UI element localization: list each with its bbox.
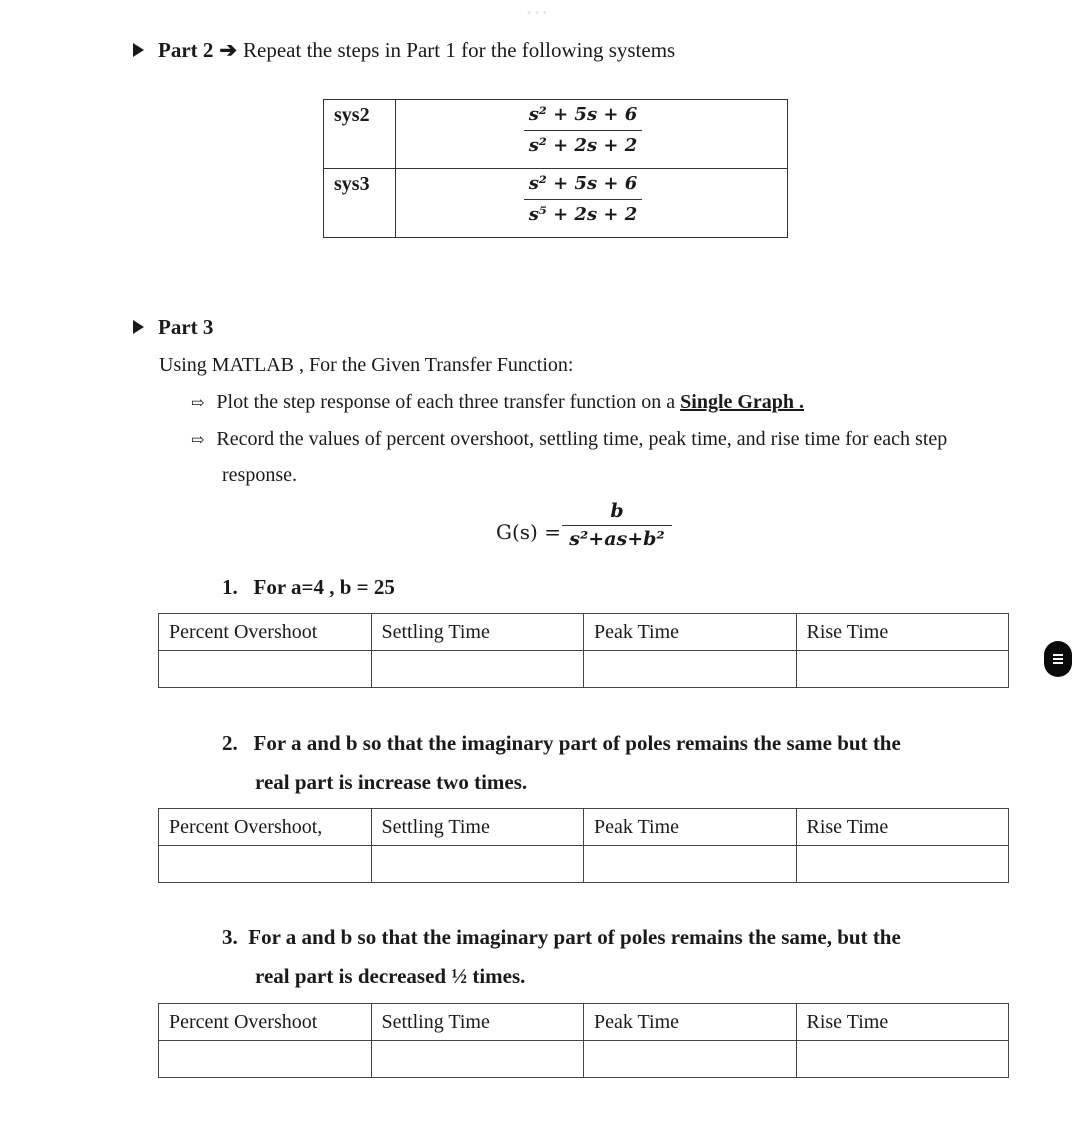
tf-denominator: s²+as+b² — [569, 528, 665, 550]
part2-text: Repeat the steps in Part 1 for the following systems — [243, 38, 676, 62]
table-row — [159, 651, 1009, 688]
sys2-transfer-function — [396, 100, 788, 169]
menu-icon-bar — [1053, 658, 1063, 660]
sys3-transfer-function — [396, 169, 788, 238]
cell-rise-time[interactable] — [796, 651, 1009, 688]
bullet-triangle-icon — [133, 320, 144, 334]
part2-heading — [133, 38, 675, 63]
q2-text-line2: real part is increase two times. — [255, 770, 528, 794]
table-header-row — [159, 809, 1009, 846]
q2-number: 2. — [222, 731, 238, 755]
side-menu-button[interactable] — [1044, 641, 1072, 677]
question-1 — [222, 575, 395, 600]
item2-text-line2: response. — [222, 464, 297, 486]
fraction-bar — [524, 199, 642, 200]
sys3-denominator: s⁵ + 2s + 2 — [528, 204, 638, 225]
header-percent-overshoot: Percent Overshoot, — [159, 809, 372, 846]
hollow-arrow-icon: ⇨ — [191, 432, 205, 449]
table-row — [324, 169, 788, 238]
cell-peak-time[interactable] — [584, 846, 797, 883]
header-rise-time: Rise Time — [796, 614, 1009, 651]
header-peak-time: Peak Time — [584, 614, 797, 651]
results-table-3 — [158, 1003, 1009, 1078]
part3-item1 — [191, 391, 804, 414]
item2-text-line1: Record the values of percent overshoot, settling time, peak time, and rise time for each step — [216, 428, 948, 450]
question-2 — [222, 731, 901, 756]
q3-text-line2: real part is decreased ½ times. — [255, 964, 526, 988]
top-drag-dots: ••• — [526, 8, 550, 19]
table-header-row — [159, 1004, 1009, 1041]
part3-intro: Using MATLAB , For the Given Transfer Function: — [159, 354, 574, 376]
header-rise-time: Rise Time — [796, 1004, 1009, 1041]
cell-peak-time[interactable] — [584, 651, 797, 688]
cell-percent-overshoot[interactable] — [159, 1041, 372, 1078]
header-rise-time: Rise Time — [796, 809, 1009, 846]
cell-rise-time[interactable] — [796, 846, 1009, 883]
header-peak-time: Peak Time — [584, 809, 797, 846]
cell-settling-time[interactable] — [371, 1041, 584, 1078]
results-table-1 — [158, 613, 1009, 688]
sys2-label: sys2 — [324, 100, 396, 169]
menu-icon-bar — [1053, 654, 1063, 656]
cell-rise-time[interactable] — [796, 1041, 1009, 1078]
menu-icon-bar — [1053, 662, 1063, 664]
cell-percent-overshoot[interactable] — [159, 651, 372, 688]
table-row — [159, 846, 1009, 883]
systems-table — [323, 99, 788, 238]
cell-settling-time[interactable] — [371, 846, 584, 883]
cell-settling-time[interactable] — [371, 651, 584, 688]
table-row — [324, 100, 788, 169]
tf-lhs: G(s) = — [496, 520, 561, 544]
question-3 — [222, 925, 901, 950]
part3-item2 — [191, 428, 947, 451]
header-percent-overshoot: Percent Overshoot — [159, 614, 372, 651]
right-arrow-icon: ➔ — [219, 38, 238, 62]
results-table-2 — [158, 808, 1009, 883]
q3-text-line1: For a and b so that the imaginary part of poles remains the same, but the — [248, 925, 901, 949]
tf-fraction — [562, 500, 672, 550]
hollow-arrow-icon: ⇨ — [191, 395, 205, 412]
sys3-numerator: s² + 5s + 6 — [528, 173, 638, 194]
part3-label: Part 3 — [158, 315, 214, 339]
cell-peak-time[interactable] — [584, 1041, 797, 1078]
header-percent-overshoot: Percent Overshoot — [159, 1004, 372, 1041]
tf-numerator: b — [610, 500, 624, 522]
table-header-row — [159, 614, 1009, 651]
header-settling-time: Settling Time — [371, 1004, 584, 1041]
q3-number: 3. — [222, 925, 238, 949]
sys2-numerator: s² + 5s + 6 — [528, 104, 638, 125]
fraction-bar — [562, 525, 672, 526]
item1-text: Plot the step response of each three transfer function on a — [216, 391, 681, 413]
q2-text-line1: For a and b so that the imaginary part of poles remains the same but the — [253, 731, 901, 755]
q1-text: For a=4 , b = 25 — [253, 575, 395, 599]
part2-label: Part 2 — [158, 38, 214, 62]
header-peak-time: Peak Time — [584, 1004, 797, 1041]
sys3-label: sys3 — [324, 169, 396, 238]
table-row — [159, 1041, 1009, 1078]
fraction-bar — [524, 130, 642, 131]
header-settling-time: Settling Time — [371, 809, 584, 846]
bullet-triangle-icon — [133, 43, 144, 57]
cell-percent-overshoot[interactable] — [159, 846, 372, 883]
header-settling-time: Settling Time — [371, 614, 584, 651]
part3-heading — [133, 315, 213, 340]
sys2-denominator: s² + 2s + 2 — [528, 135, 638, 156]
single-graph-emphasis: Single Graph . — [680, 391, 805, 413]
q1-number: 1. — [222, 575, 238, 599]
